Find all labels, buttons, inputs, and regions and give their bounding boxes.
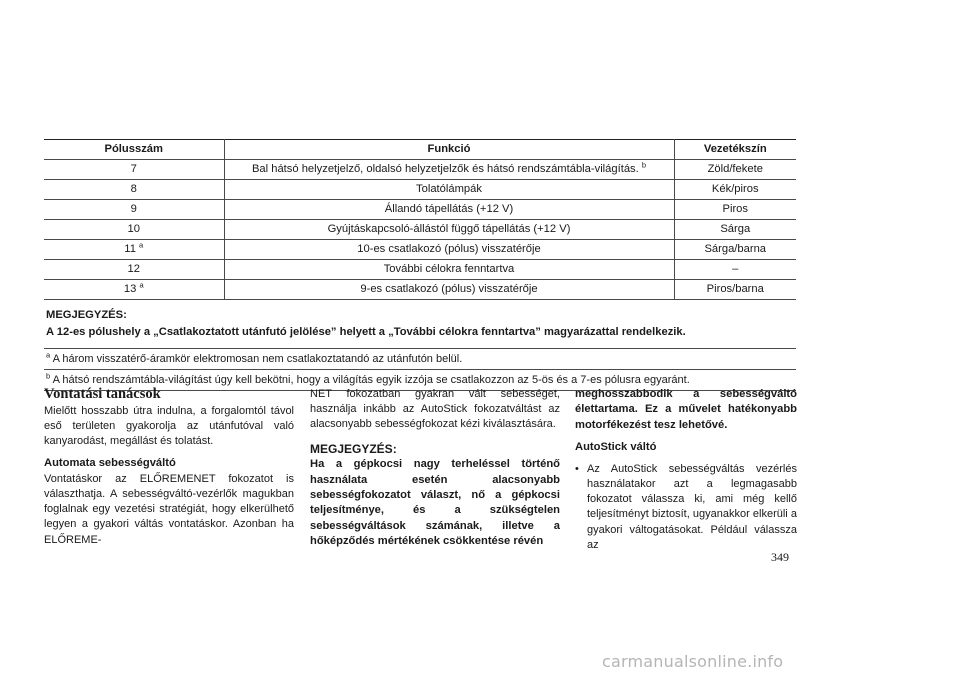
function-cell: Gyújtáskapcsoló-állástól függő tápellátás (+12 V) [224, 220, 674, 240]
pin-cell: 11 $^a$ [44, 240, 224, 260]
column-3 [575, 387, 797, 553]
table-row [44, 260, 796, 280]
pin-cell: 8 [44, 180, 224, 200]
table-row [44, 180, 796, 200]
footnote-ref: a [139, 240, 144, 250]
table-note-title: MEGJEGYZÉS: [46, 309, 127, 321]
section-title: Vontatási tanácsok [44, 386, 161, 402]
table-row [44, 220, 796, 240]
color-cell: Kék/piros [674, 180, 796, 200]
column-2 [310, 387, 560, 550]
color-cell: Piros/barna [674, 280, 796, 300]
continued-paragraph: NET fokozatban gyakran vált sebességet, használja inkább az AutoStick fokozatváltást az alacsonyabb sebességfokozat kézi kiválasztására. [310, 388, 560, 431]
table-row [44, 200, 796, 220]
pin-table-block [44, 139, 796, 391]
table-row [44, 160, 796, 180]
footnote-ref: a [139, 280, 144, 290]
color-cell: Sárga/barna [674, 240, 796, 260]
pin-cell: 13 $^a$ [44, 280, 224, 300]
function-cell: 9-es csatlakozó (pólus) visszatérője [224, 280, 674, 300]
bullet-text: Az AutoStick sebességváltás vezérlés használatakor azt a legmagasabb fokozatot válassza ki, ami még kellő teljesítményt biztosít, ugyanakkor elkerüli a gyakori váltogatásokat. Például válassza az [587, 462, 797, 551]
column-1 [44, 387, 294, 548]
note-continued: meghosszabbodik a sebességváltó élettartama. Ez a művelet hatékonyabb motorfékezést tesz lehetővé. [575, 388, 797, 431]
function-cell: Állandó tápellátás (+12 V) [224, 200, 674, 220]
function-cell: Bal hátsó helyzetjelző, oldalsó helyzetjelzők és hátsó rendszámtábla-világítás. $^b$ [224, 160, 674, 180]
table-header-row [44, 140, 796, 160]
header-function: Funkció [224, 140, 674, 160]
note-title: MEGJEGYZÉS: [310, 441, 397, 456]
subsection-title: Automata sebességváltó [44, 457, 176, 470]
pin-cell: 9 [44, 200, 224, 220]
page-number: 349 [771, 550, 789, 564]
pin-cell: 12 [44, 260, 224, 280]
bullet-mark: • [575, 462, 579, 475]
function-cell: 10-es csatlakozó (pólus) visszatérője [224, 240, 674, 260]
color-cell: Sárga [674, 220, 796, 240]
function-cell: További célokra fenntartva [224, 260, 674, 280]
pin-table [44, 139, 796, 300]
table-row [44, 240, 796, 260]
table-note [44, 300, 796, 349]
pin-cell: 10 [44, 220, 224, 240]
header-color: Vezetékszín [674, 140, 796, 160]
header-pin: Pólusszám [44, 140, 224, 160]
table-row [44, 280, 796, 300]
pin-cell: 7 [44, 160, 224, 180]
list-item [575, 462, 797, 553]
color-cell: Piros [674, 200, 796, 220]
color-cell: – [674, 260, 796, 280]
function-cell: Tolatólámpák [224, 180, 674, 200]
watermark: carmanualsonline.info [602, 652, 784, 671]
intro-paragraph: Mielőtt hosszabb útra indulna, a forgalomtól távol eső területen gyakorolja az utánfutóval való kanyarodást, megállást és tolatást. [44, 404, 294, 448]
color-cell: Zöld/fekete [674, 160, 796, 180]
subsection-title: AutoStick váltó [575, 441, 657, 454]
footnote-a [44, 349, 796, 370]
footnote-ref: b [641, 160, 647, 170]
footnote-text: A három visszatérő-áramkör elektromosan nem csatlakoztatandó az utánfutón belül. [52, 352, 463, 365]
table-note-text: A 12-es pólushely a „Csatlakoztatott utánfutó jelölése” helyett a „További célokra fenntartva” magyarázattal rendelkezik. [46, 326, 686, 339]
footnote-mark: b [46, 371, 51, 381]
footnote-text: A hátsó rendszámtábla-világítást úgy kell bekötni, hogy a világítás egyik izzója se csatlakozzon az 5-ös és a 7-es pólusra egyaránt. [52, 374, 690, 387]
footnote-mark: a [46, 350, 51, 360]
note-text: Ha a gépkocsi nagy terheléssel történő használata esetén alacsonyabb sebességfokozatot választ, nő a gépkocsi teljesítménye, és a szükségtelen sebességváltások számának, illetve a hőképződés mértékének csökkentése révén [310, 458, 560, 548]
automatic-transmission-paragraph: Vontatáskor az ELŐREMENET fokozatot is választhatja. A sebességváltó-vezérlők magukban foglalnak egy vezetési stratégiát, hogy elkerülhető legyen a gyakori váltás vontatáskor. Azonban ha ELŐREME- [44, 472, 294, 546]
